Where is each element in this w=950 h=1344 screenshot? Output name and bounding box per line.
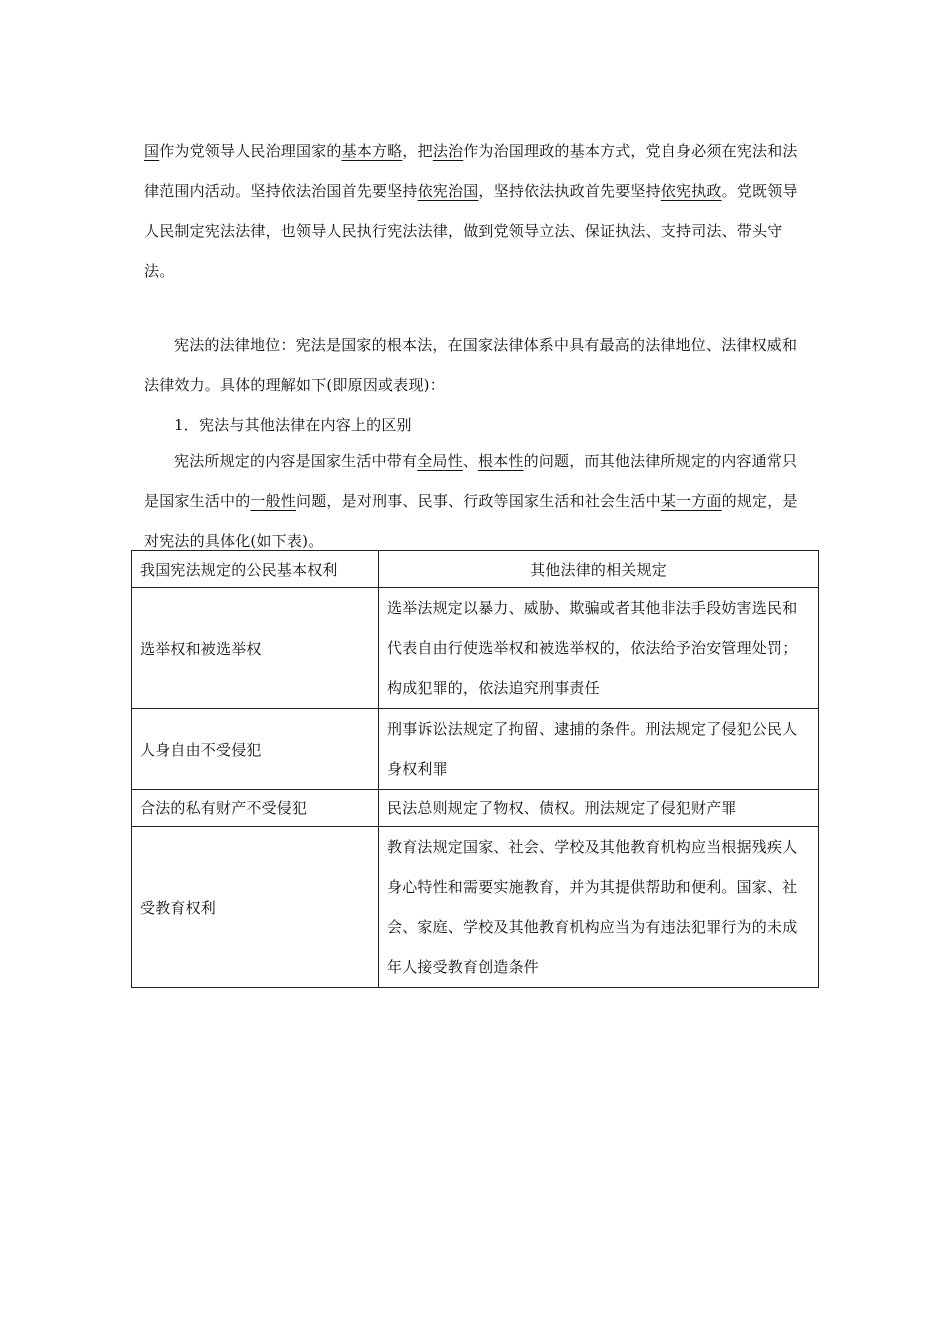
cell-law: 选举法规定以暴力、威胁、欺骗或者其他非法手段妨害选民和代表自由行使选举权和被选举权的，依法给予治安管理处罚；构成犯罪的，依法追究刑事责任 — [379, 588, 819, 709]
text-run: 的问题，而其他法律所规定的内容通常只是国家生活中的 — [144, 452, 798, 510]
cell-law: 刑事诉讼法规定了拘留、逮捕的条件。刑法规定了侵犯公民人身权利罪 — [379, 709, 819, 790]
underlined-term: 具体化 — [204, 532, 251, 550]
paragraph-party-rule-of-law — [144, 131, 810, 291]
cell-right: 人身自由不受侵犯 — [132, 709, 379, 790]
text-run: ，把 — [402, 142, 433, 160]
table-row — [132, 790, 819, 827]
text-run: 问题，是对刑事、民事、行政等国家生活和社会生活中 — [296, 492, 661, 510]
underlined-term: 全局性 — [417, 452, 463, 470]
column-header-other-laws: 其他法律的相关规定 — [379, 551, 819, 588]
paragraph-constitution-status: 宪法的法律地位：宪法是国家的根本法，在国家法律体系中具有最高的法律地位、法律权威和法律效力。具体的理解如下(即原因或表现)： — [144, 336, 798, 394]
text-run: ，坚持依法执政首先要坚持 — [478, 182, 661, 200]
text-run: 、 — [462, 452, 479, 470]
table-header-row — [132, 551, 819, 588]
table-row — [132, 709, 819, 790]
paragraph-content-difference — [144, 441, 810, 561]
cell-right: 合法的私有财产不受侵犯 — [132, 790, 379, 827]
text-run: 。党既领导人民制定宪法法律，也领导人民执行宪法法律，做到党领导立法、保证执法、支持司法、带头守法。 — [144, 182, 798, 280]
underlined-term: 法治 — [432, 142, 464, 160]
table-row — [132, 827, 819, 988]
cell-law: 民法总则规定了物权、债权。刑法规定了侵犯财产罪 — [379, 790, 819, 827]
rights-law-table — [131, 550, 819, 988]
table-row — [132, 588, 819, 709]
text-run: 的规定，是对宪法的 — [144, 492, 798, 550]
section-heading: 1．宪法与其他法律在内容上的区别 — [174, 416, 412, 434]
underlined-term: 国 — [144, 142, 160, 160]
underlined-term: 依宪治国 — [417, 182, 479, 200]
cell-right: 选举权和被选举权 — [132, 588, 379, 709]
cell-right: 受教育权利 — [132, 827, 379, 988]
underlined-term: 依宪执政 — [660, 182, 722, 200]
text-run: 作为治国理政的基本方式，党自身必须在宪法和法律范围内活动。坚持依法治国首先要坚持 — [144, 142, 798, 200]
cell-law: 教育法规定国家、社会、学校及其他教育机构应当根据残疾人身心特性和需要实施教育，并为其提供帮助和便利。国家、社会、家庭、学校及其他教育机构应当为有违法犯罪行为的未成年人接受教育创造条件 — [379, 827, 819, 988]
text-run: 作为党领导人民治理国家的 — [159, 142, 342, 160]
text-run: 宪法所规定的内容是国家生活中带有 — [174, 452, 418, 470]
underlined-term: 根本性 — [478, 452, 524, 470]
underlined-term: 某一方面 — [660, 492, 722, 510]
text-run: (如下表)。 — [250, 532, 324, 550]
column-header-constitution-rights: 我国宪法规定的公民基本权利 — [132, 551, 379, 588]
underlined-term: 一般性 — [250, 492, 297, 510]
underlined-term: 基本方略 — [341, 142, 403, 160]
